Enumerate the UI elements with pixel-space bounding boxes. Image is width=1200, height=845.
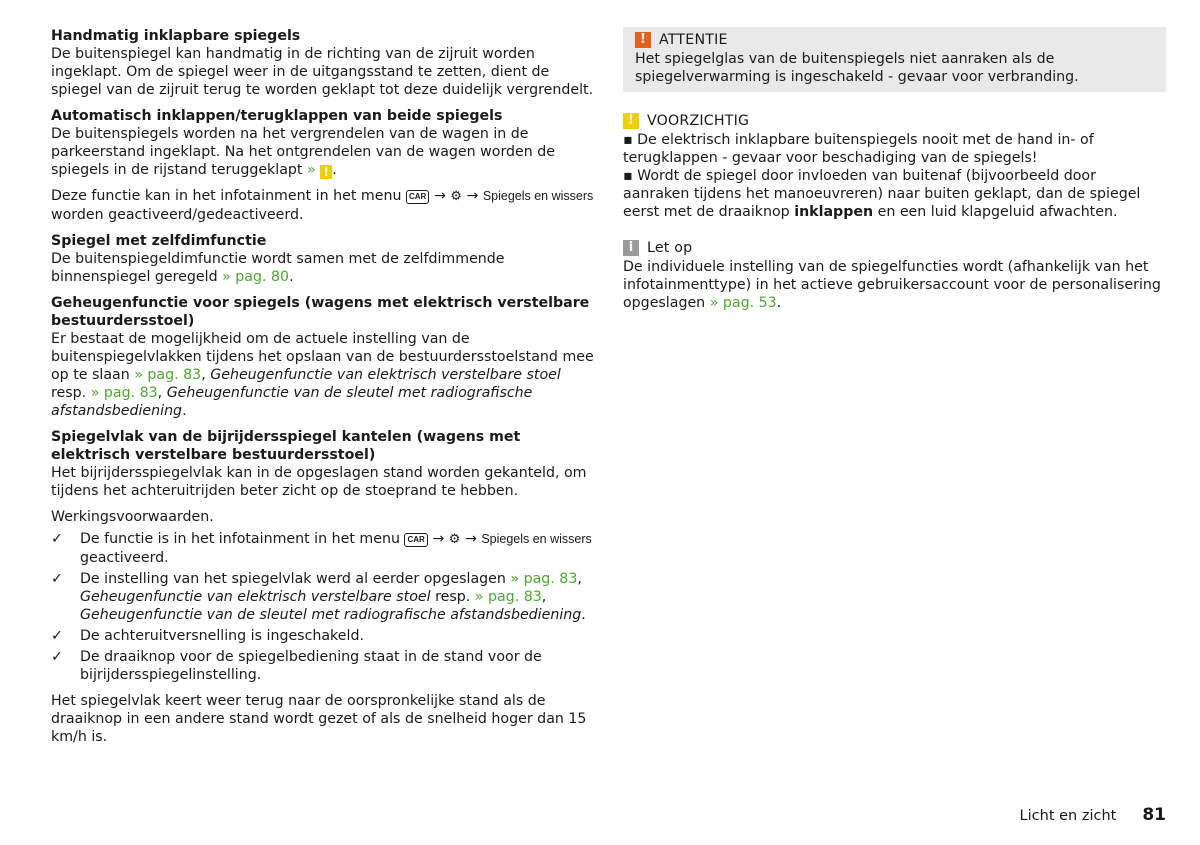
punctuation: , — [201, 367, 206, 383]
page-link[interactable]: » pag. 80 — [222, 269, 290, 285]
section-return — [51, 692, 596, 746]
page-link[interactable]: » pag. 83 — [90, 385, 158, 401]
page-link[interactable]: » pag. 83 — [134, 367, 202, 383]
left-column — [51, 27, 596, 754]
checkmark-icon: ✓ — [51, 531, 63, 547]
section-auto-fold — [51, 107, 596, 179]
body-text: De achteruitversnelling is ingeschakeld. — [80, 628, 364, 644]
page-link[interactable]: » pag. 83 — [510, 571, 578, 587]
section-heading: Spiegel met zelfdimfunctie — [51, 233, 267, 249]
section-conditions — [51, 508, 596, 684]
section-manual-fold — [51, 27, 596, 99]
page-footer — [1020, 806, 1166, 825]
page-number: 81 — [1142, 805, 1166, 825]
voorzichtig-box — [623, 112, 1166, 221]
punctuation: . — [182, 403, 187, 419]
page-link[interactable]: » pag. 83 — [474, 589, 542, 605]
punctuation: , — [541, 589, 547, 605]
punctuation: , — [577, 571, 582, 587]
section-heading: Geheugenfunctie voor spiegels (wagens met elektrisch verstelbare bestuurdersstoel) — [51, 295, 590, 329]
body-text: ▪ Wordt de spiegel door invloeden van buitenaf (bijvoorbeeld door aanraken tijdens het manoeuvreren) naar buiten geklapt, dan de spiegel eerst met de draaiknop — [623, 168, 1141, 220]
body-text: Deze functie kan in het infotainment in het menu — [51, 188, 402, 204]
box-header — [623, 112, 1166, 130]
section-text — [51, 187, 596, 224]
body-text: resp. — [51, 385, 87, 401]
warning-icon: ! — [320, 165, 332, 179]
body-text: De buitenspiegeldimfunctie wordt samen met de zelfdimmende binnenspiegel geregeld — [51, 251, 505, 285]
list-item — [51, 530, 596, 567]
box-header — [635, 31, 1156, 49]
letop-box — [623, 239, 1166, 312]
list-item — [51, 627, 596, 645]
body-text: Er bestaat de mogelijkheid om de actuele instelling van de buitenspiegelvlakken tijdens het opslaan van de bestuurdersstoelstand mee op te slaan — [51, 331, 594, 383]
footer-section-title: Licht en zicht — [1019, 808, 1117, 824]
body-text: De buitenspiegels worden na het vergrendelen van de wagen in de parkeerstand ingeklapt. Na het ontgrendelen van de wagen worden de spiegels in de rijstand teruggeklapt — [51, 126, 556, 178]
arrow-right-icon: → — [464, 531, 477, 547]
warning-icon: ! — [635, 32, 651, 48]
car-button-icon: CAR — [404, 533, 427, 547]
section-text — [51, 250, 596, 286]
section-heading: Handmatig inklapbare spiegels — [51, 28, 301, 44]
section-heading: Automatisch inklappen/terugklappen van beide spiegels — [51, 108, 503, 124]
section-text: Het spiegelvlak keert weer terug naar de oorspronkelijke stand als de draaiknop in een andere stand wordt gezet of als de snelheid hoger dan 15 km/h is. — [51, 693, 587, 745]
right-column — [623, 27, 1166, 312]
caution-icon: ! — [623, 113, 639, 129]
page-link[interactable]: » pag. 53 — [709, 295, 777, 311]
checkmark-icon: ✓ — [51, 628, 63, 644]
section-text — [51, 125, 596, 179]
body-text: De functie is in het infotainment in het menu — [80, 531, 400, 547]
box-text — [623, 258, 1166, 312]
box-header — [623, 239, 1166, 257]
bullet-text — [623, 167, 1166, 221]
list-item — [51, 648, 596, 684]
list-item — [51, 570, 596, 624]
conditions-list — [51, 530, 596, 684]
box-title: VOORZICHTIG — [647, 113, 750, 129]
section-passenger-tilt — [51, 428, 596, 500]
body-text: geactiveerd. — [80, 550, 169, 566]
gear-icon: ⚙ — [450, 189, 462, 204]
checkmark-icon: ✓ — [51, 571, 63, 587]
body-text: en een luid klapgeluid afwachten. — [877, 204, 1118, 220]
section-heading: Spiegelvlak van de bijrijdersspiegel kantelen (wagens met elektrisch verstelbare bestuurdersstoel) — [51, 429, 521, 463]
box-title: Let op — [647, 240, 693, 256]
body-text: resp. — [435, 589, 471, 605]
body-text: De individuele instelling van de spiegelfuncties wordt (afhankelijk van het infotainmenttype) in het actieve gebruikersaccount voor de personalisering opgeslagen — [623, 259, 1161, 311]
section-text: Het bijrijdersspiegelvlak kan in de opgeslagen stand worden gekanteld, om tijdens het achteruitrijden beter zicht op de stoeprand te hebben. — [51, 465, 587, 499]
emphasis-text: inklappen — [794, 204, 874, 220]
car-button-icon: CAR — [406, 190, 429, 204]
section-infotainment-menu — [51, 187, 596, 224]
reference-title: Geheugenfunctie van elektrisch verstelbare stoel — [80, 589, 431, 605]
section-text — [51, 330, 596, 420]
punctuation: , — [157, 385, 163, 401]
gear-icon: ⚙ — [448, 532, 461, 547]
attentie-box — [623, 27, 1166, 92]
section-memory-function — [51, 294, 596, 420]
menu-item-label: Spiegels en wissers — [482, 189, 594, 203]
section-self-dimming — [51, 232, 596, 286]
reference-title: Geheugenfunctie van elektrisch verstelbare stoel — [210, 367, 561, 383]
bullet-text: ▪ De elektrisch inklapbare buitenspiegels nooit met de hand in- of terugklappen - gevaar voor beschadiging van de spiegels! — [623, 132, 1094, 166]
section-text: De buitenspiegel kan handmatig in de richting van de zijruit worden ingeklapt. Om de spiegel weer in de uitgangsstand te zetten, dient de spiegel van de zijruit terug te worden geklapt tot deze duidelijk vergrendelt. — [51, 46, 594, 98]
reference-title: Geheugenfunctie van de sleutel met radiografische afstandsbediening — [80, 607, 582, 623]
box-text: Het spiegelglas van de buitenspiegels niet aanraken als de spiegelverwarming is ingeschakeld - gevaar voor verbranding. — [635, 51, 1079, 85]
arrow-right-icon: → — [466, 188, 479, 204]
menu-item-label: Spiegels en wissers — [481, 532, 592, 546]
punctuation: . — [776, 295, 782, 311]
arrow-right-icon: → — [432, 531, 445, 547]
punctuation: . — [581, 607, 586, 623]
checkmark-icon: ✓ — [51, 649, 63, 665]
info-icon: i — [623, 240, 639, 256]
punctuation: . — [332, 162, 337, 178]
box-title: ATTENTIE — [659, 32, 728, 48]
body-text: De draaiknop voor de spiegelbediening staat in de stand voor de bijrijdersspiegelinstelling. — [80, 649, 542, 683]
page-link[interactable]: » — [307, 162, 316, 178]
punctuation: . — [289, 269, 294, 285]
arrow-right-icon: → — [433, 188, 446, 204]
reference-title: Geheugenfunctie van de sleutel met radiografische afstandsbediening — [51, 385, 533, 419]
body-text: worden geactiveerd/gedeactiveerd. — [51, 207, 304, 223]
body-text: De instelling van het spiegelvlak werd al eerder opgeslagen — [80, 571, 506, 587]
conditions-intro: Werkingsvoorwaarden. — [51, 509, 214, 525]
